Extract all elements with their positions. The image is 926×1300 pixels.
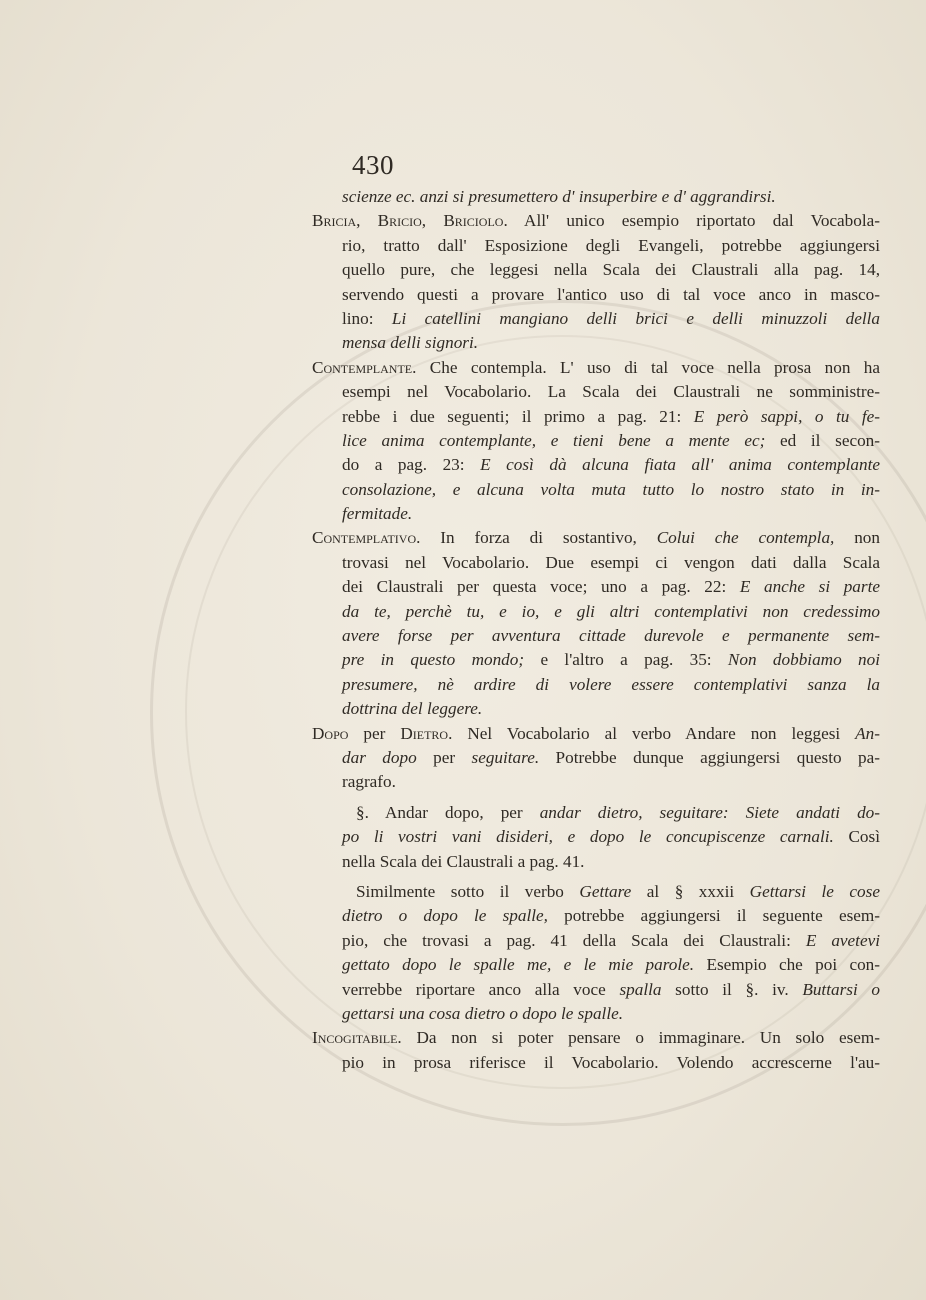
text-segment: E anche si parte [739,577,880,597]
text-line [312,904,880,928]
text-segment: lice anima contemplante, e tieni bene a mente ec; [342,430,766,450]
text-line [312,1026,880,1050]
text-segment: Colui che contempla, [656,528,835,548]
text-segment: verrebbe riportare anco alla voce [342,979,620,999]
text-line [312,697,880,721]
text-line [312,673,880,697]
text-segment: per [348,723,401,743]
text-line [312,953,880,977]
text-line [312,502,880,526]
text-segment: Siete andati do- [745,802,880,822]
text-segment: E avetevi [805,930,880,950]
text-line [312,722,880,746]
text-segment: E così dà alcuna fiata all' anima contemplante [480,455,880,475]
text-line [312,978,880,1002]
text-segment: dottrina del leggere. [342,699,483,719]
entry-headword: Bricia, Bricio, Briciolo. [312,211,508,231]
text-segment: In forza di sostantivo, [420,528,657,548]
text-segment: Non dobbiamo noi [727,650,880,670]
text-segment: spalla [619,979,662,999]
text-segment: scienze ec. anzi si presumettero d' insuperbire e d' aggrandirsi. [342,187,776,206]
text-segment: da te, perchè tu, e io, e gli altri contemplativi non credessimo [342,601,880,621]
text-line [312,234,880,258]
text-line [312,258,880,282]
text-line [312,929,880,953]
text-segment: po li vostri vani disideri, e dopo le concupiscenze carnali. [342,827,834,847]
text-segment: per [416,747,472,767]
text-segment: andar dietro, seguitare: [539,802,729,822]
text-segment: quello pure, che leggesi nella Scala dei Claustrali alla pag. 14, [342,260,880,280]
text-line [312,380,880,404]
text-segment: ragrafo. [342,772,396,792]
body-text [312,185,880,1075]
entry-headword: Contemplante. [312,357,417,377]
text-segment: Li catellini mangiano delli brici e delli minuzzoli della [391,308,880,328]
text-segment: non [834,528,880,548]
text-line [312,880,880,904]
text-segment: ed il secon- [765,430,880,450]
text-line [312,185,880,209]
entry-headword: Dopo [312,723,349,743]
text-line [312,746,880,770]
text-line [312,825,880,849]
text-segment: Così [833,827,880,847]
text-segment: trovasi nel Vocabolario. Due esempi ci vengon dati dalla Scala [342,552,880,572]
text-segment: lino: [342,308,392,328]
text-segment: al § xxxii [631,881,750,901]
text-line [312,453,880,477]
text-segment: All' unico esempio riportato dal Vocabola- [507,211,880,231]
text-segment: dar dopo [342,747,417,767]
entry-headword: Dietro. [400,723,453,743]
text-segment: Buttarsi o [802,979,881,999]
text-segment: esempi nel Vocabolario. La Scala dei Claustrali ne somministre- [342,382,880,402]
text-segment: Gettarsi le cose [749,881,880,901]
text-line [312,478,880,502]
text-segment: dietro o dopo le spalle, [342,906,548,926]
text-line [312,283,880,307]
text-segment: avere forse per avventura cittade durevole e permanente sem- [342,626,880,646]
text-segment: mensa delli signori. [342,333,479,353]
text-segment: pio in prosa riferisce il Vocabolario. Volendo accrescerne l'au- [342,1052,880,1072]
text-line [312,600,880,624]
text-segment: potrebbe aggiungersi il seguente esem- [547,906,880,926]
text-segment: rio, tratto dall' Esposizione degli Evangeli, potrebbe aggiungersi [342,235,880,255]
text-segment: seguitare. [471,747,540,767]
text-segment: consolazione, e alcuna volta muta tutto lo nostro stato in in- [342,479,880,499]
text-segment: pio, che trovasi a pag. 41 della Scala dei Claustrali: [342,930,806,950]
text-segment: rebbe i due seguenti; il primo a pag. 21: [342,406,694,426]
text-segment: Da non si poter pensare o immaginare. Un solo esem- [401,1028,880,1048]
text-segment: Esempio che poi con- [694,955,880,975]
entry-headword: Contemplativo. [312,528,421,548]
text-line [312,575,880,599]
text-line [312,770,880,794]
text-line [312,1051,880,1075]
text-segment: presumere, nè ardire di volere essere contemplativi sanza la [342,674,880,694]
text-segment: gettato dopo le spalle me, e le mie parole. [342,955,695,975]
entry-headword: Incogitabile. [312,1028,402,1048]
text-segment: sotto il §. iv. [661,979,803,999]
text-line [312,429,880,453]
text-segment: Similmente sotto il verbo [356,881,580,901]
text-line [312,356,880,380]
text-line [312,624,880,648]
text-segment: do a pag. 23: [342,455,481,475]
text-segment: Che contempla. L' uso di tal voce nella prosa non ha [416,357,880,377]
text-segment: nella Scala dei Claustrali a pag. 41. [342,851,585,871]
text-line [312,405,880,429]
text-segment: An- [855,723,880,743]
text-line [312,648,880,672]
text-segment: fermitade. [342,504,413,524]
text-segment: dei Claustrali per questa voce; uno a pag. 22: [342,577,740,597]
text-segment: §. Andar dopo, per [356,802,540,822]
text-segment: pre in questo mondo; [342,650,525,670]
text-line [312,1002,880,1026]
text-segment: Potrebbe dunque aggiungersi questo pa- [539,747,880,767]
text-segment: servendo questi a provare l'antico uso di tal voce anco in masco- [342,284,880,304]
text-segment [729,803,746,822]
text-line [312,801,880,825]
text-line [312,307,880,331]
text-line [312,209,880,233]
text-line [312,850,880,874]
text-segment: e l'altro a pag. 35: [524,650,728,670]
text-segment: Nel Vocabolario al verbo Andare non leggesi [452,723,856,743]
text-segment: gettarsi una cosa dietro o dopo le spalle. [342,1003,624,1023]
page-number: 430 [352,150,394,180]
text-segment: E però sappi, o tu fe- [693,406,881,426]
text-segment: Gettare [579,881,632,901]
text-line [312,551,880,575]
text-line [312,331,880,355]
text-line [312,526,880,550]
